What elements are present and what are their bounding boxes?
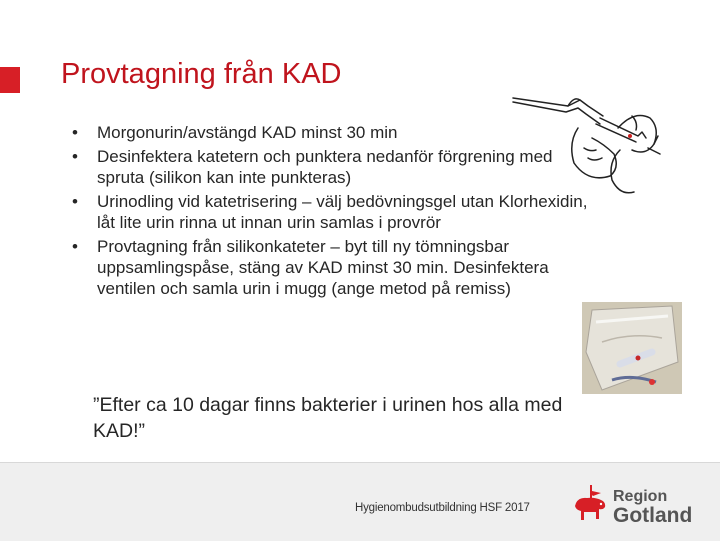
bullet-text: Provtagning från silikonkateter – byt till ny tömningsbar uppsamlingspåse, stäng av KAD minst 30 min. Desinfektera ventilen och samla urin i mugg (ange metod på remiss): [97, 237, 549, 298]
slide-title: Provtagning från KAD: [61, 58, 342, 90]
bullet-item: [70, 236, 590, 299]
quote-text: ”Efter ca 10 dagar finns bakterier i urinen hos alla med KAD!”: [93, 394, 563, 442]
bullet-dot-icon: •: [72, 123, 78, 142]
logo-line-gotland: Gotland: [613, 504, 693, 527]
catheter-syringe-illustration: [508, 88, 668, 208]
bullet-dot-icon: •: [72, 192, 78, 211]
title-accent-bar: [0, 67, 20, 93]
region-gotland-ram-logo-icon: [571, 483, 609, 523]
bullet-text: Desinfektera katetern och punktera nedanför förgrening med spruta (silikon kan inte punkteras): [97, 147, 553, 187]
footer-text: Hygienombudsutbildning HSF 2017: [355, 502, 530, 514]
footer-bar: [0, 462, 720, 541]
urine-bag-photo: [582, 302, 682, 394]
logo-line-region: Region: [613, 488, 668, 505]
bullet-dot-icon: •: [72, 237, 78, 256]
bullet-text: Urinodling vid katetrisering – välj bedövningsgel utan Klorhexidin, låt lite urin rinna ut innan urin samlas i provrör: [97, 192, 588, 232]
bullet-dot-icon: •: [72, 147, 78, 166]
bullet-text: Morgonurin/avstängd KAD minst 30 min: [97, 123, 398, 142]
logo-wordmark: [613, 488, 692, 527]
